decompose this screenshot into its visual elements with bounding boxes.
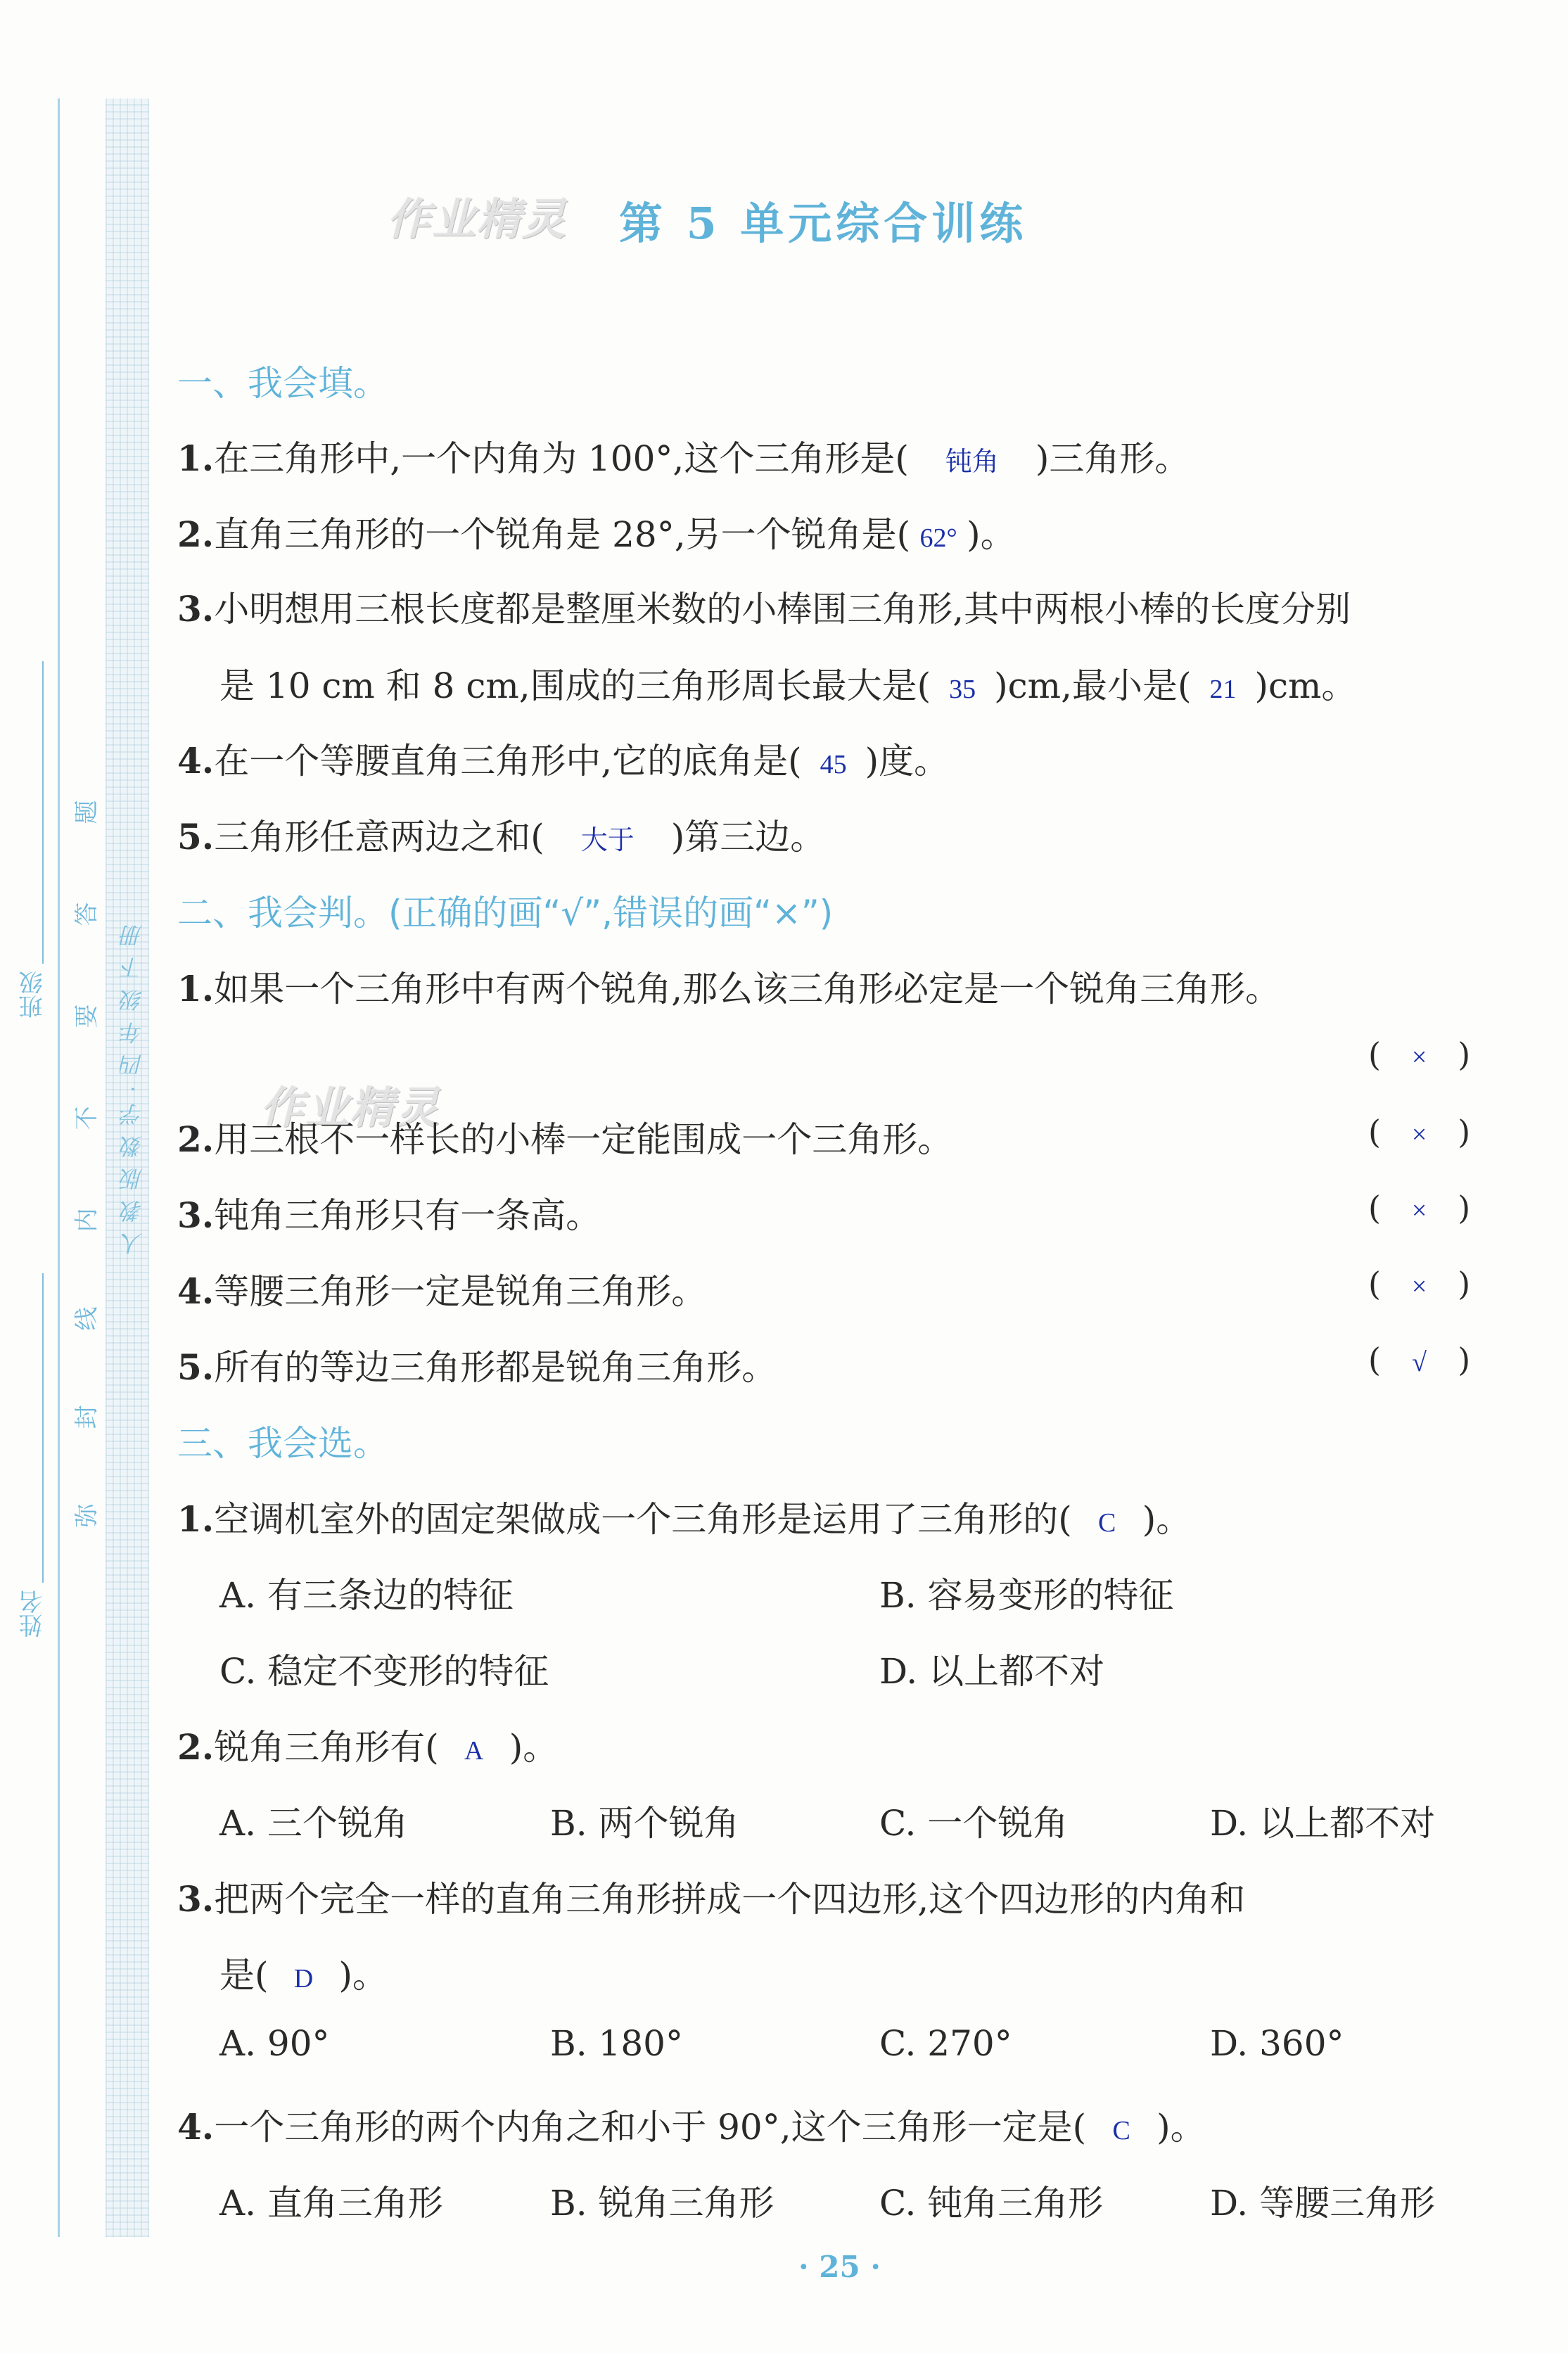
option: A. 90° bbox=[219, 2023, 330, 2064]
choice-question-4: 4.一个三角形的两个内角之和小于 90°,这个三角形一定是( C )。 bbox=[177, 2106, 1206, 2148]
answer: 钝角 bbox=[945, 447, 999, 477]
name-label: 姓名 bbox=[19, 1590, 47, 1638]
seal-char: 弥 bbox=[72, 1503, 101, 1528]
answer: 45 bbox=[820, 750, 847, 779]
option: D. 以上都不对 bbox=[1210, 1803, 1436, 1844]
choice-question-3: 3.把两个完全一样的直角三角形拼成一个四边形,这个四边形的内角和 bbox=[177, 1878, 1246, 1920]
fill-question-5: 5.三角形任意两边之和( 大于 )第三边。 bbox=[177, 816, 826, 857]
judge-question-1: 1.如果一个三角形中有两个锐角,那么该三角形必定是一个锐角三角形。 bbox=[177, 968, 1281, 1009]
option: C. 一个锐角 bbox=[879, 1803, 1069, 1844]
judge-question-2: 2.用三根不一样长的小棒一定能围成一个三角形。 bbox=[177, 1118, 953, 1160]
watermark: 作业精灵 bbox=[387, 193, 568, 245]
judge-question-5: 5.所有的等边三角形都是锐角三角形。 bbox=[177, 1346, 777, 1388]
seal-char: 封 bbox=[72, 1405, 101, 1429]
answer: C bbox=[1098, 1508, 1116, 1538]
book-info: 人教版数学·四年级下册 bbox=[120, 914, 146, 1256]
class-underline bbox=[42, 661, 44, 964]
binding-line bbox=[58, 98, 60, 2237]
option: D. 360° bbox=[1210, 2023, 1344, 2064]
judge-answer-1: ( × ) bbox=[1368, 1035, 1471, 1073]
seal-char: 答 bbox=[72, 902, 101, 926]
option: D. 等腰三角形 bbox=[1210, 2183, 1436, 2224]
option: A. 三个锐角 bbox=[219, 1803, 408, 1844]
option: B. 锐角三角形 bbox=[550, 2183, 775, 2224]
option: C. 稳定不变形的特征 bbox=[219, 1651, 549, 1692]
class-label: 班级 bbox=[19, 971, 47, 1019]
judge-question-3: 3.钝角三角形只有一条高。 bbox=[177, 1194, 601, 1236]
choice-question-1: 1.空调机室外的固定架做成一个三角形是运用了三角形的( C )。 bbox=[177, 1498, 1192, 1540]
page-number: · 25 · bbox=[798, 2250, 881, 2284]
fill-question-4: 4.在一个等腰直角三角形中,它的底角是( 45 )度。 bbox=[177, 740, 950, 782]
option: C. 270° bbox=[879, 2023, 1012, 2064]
option: C. 钝角三角形 bbox=[879, 2183, 1104, 2224]
seal-char: 要 bbox=[72, 1004, 101, 1028]
seal-char: 题 bbox=[72, 800, 101, 824]
choice-question-2: 2.锐角三角形有( A )。 bbox=[177, 1726, 559, 1768]
section-heading: 二、我会判。(正确的画“√”,错误的画“×”) bbox=[177, 893, 834, 933]
fill-question-1: 1.在三角形中,一个内角为 100°,这个三角形是( 钝角 )三角形。 bbox=[177, 438, 1190, 479]
answer: D bbox=[293, 1964, 314, 1994]
judge-answer-5: ( √ ) bbox=[1368, 1341, 1471, 1379]
choice-question-3-cont: 是( D )。 bbox=[219, 1955, 388, 1996]
page-title: 第 5 单元综合训练 bbox=[619, 198, 1028, 249]
seal-char: 线 bbox=[72, 1306, 101, 1331]
fill-question-3-cont: 是 10 cm 和 8 cm,围成的三角形周长最大是( 35 )cm,最小是( 21 )cm。 bbox=[219, 665, 1357, 706]
option: B. 180° bbox=[550, 2023, 683, 2064]
answer: 21 bbox=[1209, 675, 1237, 704]
answer: 35 bbox=[949, 675, 976, 704]
option: B. 两个锐角 bbox=[550, 1803, 739, 1844]
option: A. 有三条边的特征 bbox=[219, 1575, 514, 1616]
seal-char: 内 bbox=[72, 1208, 101, 1232]
watermark: 作业精灵 bbox=[260, 1082, 441, 1133]
judge-answer-2: ( × ) bbox=[1368, 1113, 1471, 1151]
section-heading: 三、我会选。 bbox=[177, 1423, 388, 1464]
option: D. 以上都不对 bbox=[879, 1651, 1105, 1692]
fill-question-3: 3.小明想用三根长度都是整厘米数的小棒围三角形,其中两根小棒的长度分别 bbox=[177, 588, 1351, 630]
section-heading: 一、我会填。 bbox=[177, 363, 388, 404]
judge-answer-4: ( × ) bbox=[1368, 1265, 1471, 1303]
fill-question-2: 2.直角三角形的一个锐角是 28°,另一个锐角是( 62° )。 bbox=[177, 514, 1016, 555]
option: A. 直角三角形 bbox=[219, 2183, 443, 2224]
answer: 62° bbox=[919, 523, 957, 553]
judge-question-4: 4.等腰三角形一定是锐角三角形。 bbox=[177, 1270, 707, 1312]
seal-char: 不 bbox=[72, 1106, 101, 1130]
answer: C bbox=[1112, 2116, 1130, 2145]
judge-answer-3: ( × ) bbox=[1368, 1189, 1471, 1227]
option: B. 容易变形的特征 bbox=[879, 1575, 1174, 1616]
answer: 大于 bbox=[580, 826, 635, 855]
name-underline bbox=[42, 1273, 44, 1583]
answer: A bbox=[464, 1736, 484, 1766]
